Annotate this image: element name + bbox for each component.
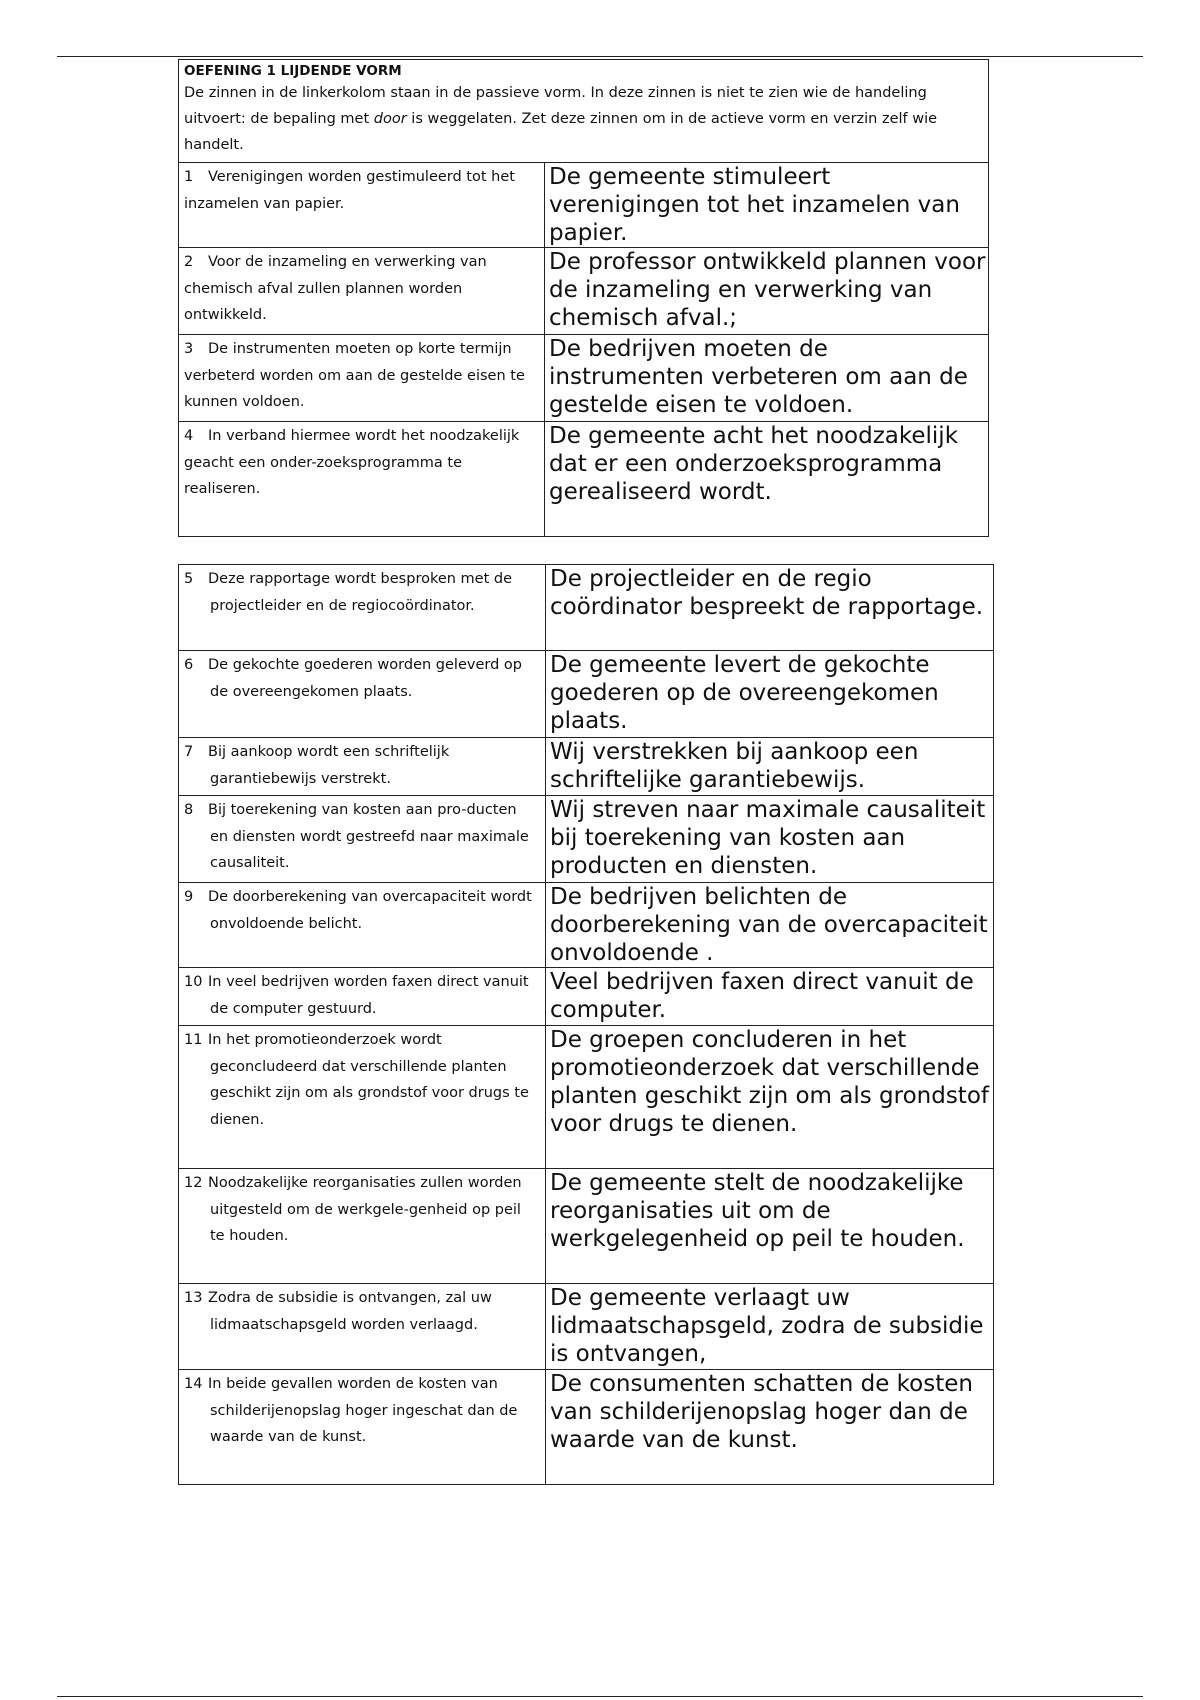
instructions-text-1: De zinnen in de linkerkolom staan in de passieve vorm. In deze zinnen is niet te zien wie de handeling uitvoert: de bepaling met <box>184 85 927 127</box>
passive-sentence: De doorberekening van overcapaciteit wordt onvoldoende belicht. <box>208 889 532 932</box>
passive-sentence: De instrumenten moeten op korte termijn verbeterd worden om aan de gestelde eisen te kunnen voldoen. <box>184 341 525 410</box>
passive-sentence-cell <box>179 883 546 968</box>
active-answer-cell <box>546 796 994 883</box>
active-answer-cell <box>546 968 994 1026</box>
active-answer: De gemeente verlaagt uw lidmaatschapsgeld, zodra de subsidie is ontvangen, <box>550 1285 984 1367</box>
passive-sentence-cell <box>179 796 546 883</box>
instructions-text-2: is weggelaten. Zet deze zinnen om in de actieve vorm en verzin zelf wie handelt. <box>184 111 938 153</box>
table-row <box>179 883 994 968</box>
passive-sentence-cell <box>179 1370 546 1485</box>
exercise-title: OEFENING 1 LIJDENDE VORM <box>184 63 402 79</box>
active-answer-cell <box>546 883 994 968</box>
passive-sentence: Verenigingen worden gestimuleerd tot het inzamelen van papier. <box>184 169 515 212</box>
passive-sentence-cell <box>179 163 545 248</box>
passive-sentence: De gekochte goederen worden geleverd op de overeengekomen plaats. <box>208 657 522 700</box>
active-answer-cell <box>545 422 989 537</box>
table-row <box>179 335 989 422</box>
exercise-header <box>179 60 989 163</box>
instructions-italic-word: door <box>373 111 407 127</box>
table-row <box>179 1169 994 1284</box>
active-answer: Wij verstrekken bij aankoop een schriftelijke garantiebewijs. <box>550 739 919 793</box>
item-number: 8 <box>184 802 194 818</box>
exercise-instructions <box>184 80 982 158</box>
passive-sentence-cell <box>179 1284 546 1370</box>
passive-sentence: In het promotieonderzoek wordt geconcludeerd dat verschillende planten geschikt zijn om als grondstof voor drugs te dienen. <box>208 1032 529 1128</box>
passive-sentence-cell <box>179 335 545 422</box>
active-answer: De gemeente stelt de noodzakelijke reorganisaties uit om de werkgelegenheid op peil te houden. <box>550 1170 965 1252</box>
exercise-table-2 <box>178 564 994 1485</box>
active-answer-cell <box>545 335 989 422</box>
table-row <box>179 422 989 537</box>
item-number: 7 <box>184 744 194 760</box>
active-answer: Wij streven naar maximale causaliteit bij toerekening van kosten aan producten en diensten. <box>550 797 986 879</box>
active-answer: De gemeente acht het noodzakelijk dat er een onderzoeksprogramma gerealiseerd wordt. <box>549 423 959 505</box>
active-answer-cell <box>545 248 989 335</box>
active-answer-cell <box>545 163 989 248</box>
top-rule <box>57 56 1143 57</box>
item-number: 3 <box>184 341 194 357</box>
passive-sentence-cell <box>179 565 546 651</box>
active-answer-cell <box>546 1169 994 1284</box>
bottom-rule <box>57 1696 1143 1697</box>
item-number: 11 <box>184 1032 203 1048</box>
table-row <box>179 248 989 335</box>
item-number: 10 <box>184 974 203 990</box>
passive-sentence: Zodra de subsidie is ontvangen, zal uw lidmaatschapsgeld worden verlaagd. <box>208 1290 492 1333</box>
table-row <box>179 565 994 651</box>
passive-sentence-cell <box>179 248 545 335</box>
passive-sentence: Voor de inzameling en verwerking van chemisch afval zullen plannen worden ontwikkeld. <box>184 254 487 323</box>
item-number: 4 <box>184 428 194 444</box>
item-number: 6 <box>184 657 194 673</box>
active-answer-cell <box>546 738 994 796</box>
table-row <box>179 1026 994 1169</box>
table-row <box>179 968 994 1026</box>
table-row <box>179 796 994 883</box>
passive-sentence-cell <box>179 422 545 537</box>
passive-sentence: Bij toerekening van kosten aan pro-ducten en diensten wordt gestreefd naar maximale causaliteit. <box>208 802 529 871</box>
passive-sentence-cell <box>179 1026 546 1169</box>
exercise-header-row <box>179 60 989 163</box>
table-row <box>179 1284 994 1370</box>
item-number: 9 <box>184 889 194 905</box>
item-number: 13 <box>184 1290 203 1306</box>
active-answer: De consumenten schatten de kosten van schilderijenopslag hoger dan de waarde van de kunst. <box>550 1371 973 1453</box>
active-answer: De bedrijven moeten de instrumenten verbeteren om aan de gestelde eisen te voldoen. <box>549 336 968 418</box>
passive-sentence: Deze rapportage wordt besproken met de projectleider en de regiocoördinator. <box>208 571 513 614</box>
table-row <box>179 651 994 738</box>
active-answer: De professor ontwikkeld plannen voor de inzameling en verwerking van chemisch afval.; <box>549 249 986 331</box>
active-answer-cell <box>546 651 994 738</box>
active-answer-cell <box>546 1284 994 1370</box>
passive-sentence: In beide gevallen worden de kosten van schilderijenopslag hoger ingeschat dan de waarde van de kunst. <box>208 1376 518 1445</box>
passive-sentence: In veel bedrijven worden faxen direct vanuit de computer gestuurd. <box>208 974 529 1017</box>
active-answer: De bedrijven belichten de doorberekening van de overcapaciteit onvoldoende . <box>550 884 988 966</box>
passive-sentence-cell <box>179 651 546 738</box>
passive-sentence: Bij aankoop wordt een schriftelijk garantiebewijs verstrekt. <box>208 744 450 787</box>
passive-sentence-cell <box>179 968 546 1026</box>
active-answer: De groepen concluderen in het promotieonderzoek dat verschillende planten geschikt zijn om als grondstof voor drugs te dienen. <box>550 1027 989 1137</box>
active-answer: Veel bedrijven faxen direct vanuit de computer. <box>550 969 974 1023</box>
item-number: 5 <box>184 571 194 587</box>
table-row <box>179 1370 994 1485</box>
exercise-table-1 <box>178 59 989 537</box>
passive-sentence-cell <box>179 738 546 796</box>
passive-sentence-cell <box>179 1169 546 1284</box>
active-answer: De gemeente levert de gekochte goederen op de overeengekomen plaats. <box>550 652 939 734</box>
item-number: 2 <box>184 254 194 270</box>
active-answer: De projectleider en de regio coördinator bespreekt de rapportage. <box>550 566 984 620</box>
active-answer: De gemeente stimuleert verenigingen tot het inzamelen van papier. <box>549 164 960 246</box>
table-row <box>179 738 994 796</box>
table-row <box>179 163 989 248</box>
active-answer-cell <box>546 1370 994 1485</box>
item-number: 14 <box>184 1376 203 1392</box>
passive-sentence: Noodzakelijke reorganisaties zullen worden uitgesteld om de werkgele-genheid op peil te houden. <box>208 1175 522 1244</box>
item-number: 12 <box>184 1175 203 1191</box>
item-number: 1 <box>184 169 194 185</box>
active-answer-cell <box>546 1026 994 1169</box>
active-answer-cell <box>546 565 994 651</box>
passive-sentence: In verband hiermee wordt het noodzakelijk geacht een onder-zoeksprogramma te realiseren. <box>184 428 520 497</box>
